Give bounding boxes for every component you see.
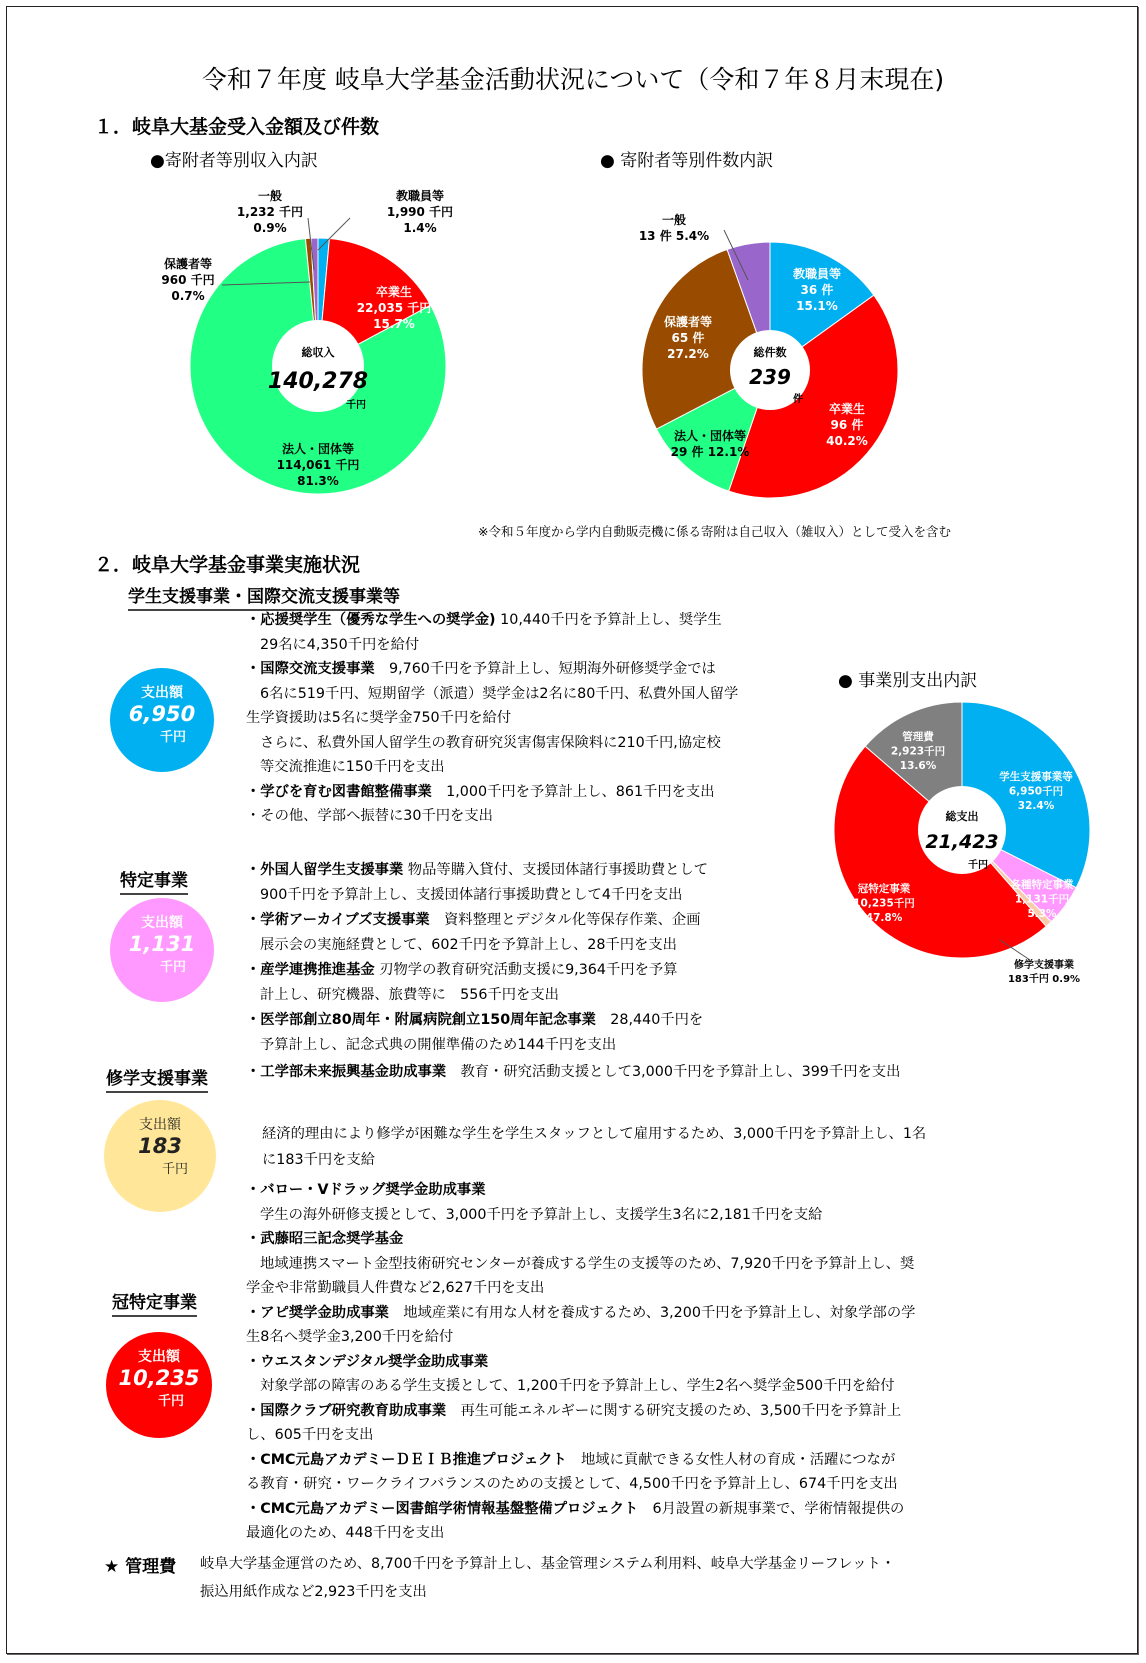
detail-line-text: 学金や非常勤職員人件費など2,627千円を支出 <box>246 1280 545 1296</box>
admin-line: 岐阜大学基金運営のため、8,700千円を予算計上し、基金管理システム利用料、岐阜大学基金リーフレット・ <box>200 1556 896 1572</box>
detail-line <box>260 755 445 779</box>
circle-value: 1,131 <box>128 932 196 956</box>
detail-line-text: 29名に4,350千円を給付 <box>260 636 420 653</box>
slice-label: 5.3% <box>1027 908 1057 920</box>
slice-label: 冠特定事業 <box>857 883 911 895</box>
detail-line-text: し、605千円を支出 <box>246 1427 374 1443</box>
slice-label: 65 件 <box>671 331 705 345</box>
slice-label: 1,131千円 <box>1014 893 1070 906</box>
detail-line-text: 再生可能エネルギーに関する研究支援のため、3,500千円を予算計上 <box>446 1402 902 1419</box>
detail-line-text: 刃物学の教育研究活動支援に9,364千円を予算 <box>374 962 678 978</box>
circle-value: 6,950 <box>128 702 196 726</box>
detail-line-text: 生学資援助は5名に奨学金750千円を給付 <box>246 710 512 726</box>
detail-line <box>246 1008 703 1032</box>
detail-line-text: さらに、私費外国人留学生の教育研究災害傷害保険料に210千円,協定校 <box>260 734 721 751</box>
detail-line <box>246 1521 444 1545</box>
detail-line-title: ・応援奨学生（優秀な学生への奨学金) <box>246 612 496 628</box>
detail-line-title: ・工学部未来振興基金助成事業 <box>246 1064 447 1080</box>
detail-line <box>246 657 716 681</box>
detail-line <box>262 1122 926 1146</box>
slice-label: 13.6% <box>899 760 937 772</box>
slice-label: 32.4% <box>1017 800 1055 812</box>
detail-line-title: ・ウエスタンデジタル奨学金助成事業 <box>246 1353 489 1370</box>
circle-label: 支出額 <box>141 685 183 701</box>
detail-line-title: ・学びを育む図書館整備事業 <box>246 783 432 800</box>
slice-label: 1,232 千円 <box>236 205 304 219</box>
donut-hole <box>918 786 1006 874</box>
center-value: 21,423 <box>925 831 999 853</box>
count-chart-title: ● 寄附者等別件数内訳 <box>600 151 774 171</box>
center-unit: 千円 <box>346 400 366 411</box>
detail-line-text: 予算計上し、記念式典の開催準備のため144千円を支出 <box>260 1037 617 1053</box>
detail-line-text: 地域産業に有用な人材を養成するため、3,200千円を予算計上し、対象学部の学 <box>388 1304 916 1321</box>
detail-line <box>260 633 419 657</box>
center-unit: 千円 <box>968 860 988 871</box>
star-icon: ★ <box>104 1557 120 1577</box>
detail-line <box>246 1399 901 1423</box>
footnote: ※令和５年度から学内自動販売機に係る寄附は自己収入（雑収入）として受入を含む <box>478 524 951 539</box>
detail-line-text: ・その他、学部へ振替に30千円を支出 <box>246 808 493 824</box>
specific-expense-circle <box>110 898 214 1002</box>
slice-label: 15.1% <box>796 299 838 313</box>
detail-line <box>262 1148 375 1172</box>
detail-line <box>260 731 721 755</box>
section1-heading: １．岐阜大基金受入金額及び件数 <box>94 116 380 138</box>
center-label: 総件数 <box>753 346 787 359</box>
detail-line <box>260 933 677 957</box>
detail-line-text: 生8名へ奨学金3,200千円を給付 <box>246 1329 454 1345</box>
crown-expense-circle <box>106 1332 212 1438</box>
detail-line-text: 展示会の実施経費として、602千円を予算計上し、28千円を支出 <box>260 937 677 953</box>
detail-line-title: ・外国人留学生支援事業 <box>246 862 404 878</box>
detail-line <box>246 780 715 804</box>
slice-label: 96 件 <box>830 418 864 432</box>
circle-label: 支出額 <box>138 1349 180 1365</box>
center-unit: 件 <box>793 394 803 405</box>
slice-label: 修学支援事業 <box>1014 960 1074 971</box>
slice-label: 1,990 千円 <box>386 205 454 219</box>
slice-label: 卒業生 <box>375 285 413 299</box>
detail-line <box>246 1448 895 1472</box>
slice-label: 0.9% <box>253 221 287 235</box>
detail-line-text: 経済的理由により修学が困難な学生を学生スタッフとして雇用するため、3,000千円を予算計上し、1名 <box>262 1126 927 1142</box>
detail-line <box>246 1227 403 1251</box>
detail-line-text: 資料整理とデジタル化等保存作業、企画 <box>429 912 701 928</box>
circle-value: 183 <box>138 1134 182 1158</box>
slice-label: 保護者等 <box>163 257 213 271</box>
detail-line <box>260 682 738 706</box>
detail-line-text: 物品等購入貸付、支援団体諸行事援助費として <box>403 862 709 878</box>
category-heading-crown: 冠特定事業 <box>112 1288 197 1317</box>
detail-line-text: 教育・研究活動支援として3,000千円を予算計上し、399千円を支出 <box>446 1064 901 1080</box>
page-title: 令和７年度 岐阜大学基金活動状況について（令和７年８月末現在) <box>201 65 945 94</box>
slice-label: 0.7% <box>171 289 205 303</box>
detail-line-text: る教育・研究・ワークライフバランスのための支援として、4,500千円を予算計上し、674千円を支出 <box>246 1476 898 1492</box>
detail-line <box>246 1178 486 1202</box>
detail-line <box>246 1472 898 1496</box>
admin-label: 管理費 <box>125 1557 177 1577</box>
detail-line-text: 地域に貢献できる女性人材の育成・活躍につなが <box>566 1451 896 1468</box>
center-label: 総収入 <box>301 346 335 359</box>
slice-label: 一般 <box>257 189 283 203</box>
detail-line <box>246 1060 900 1084</box>
detail-line <box>260 1033 616 1057</box>
detail-line <box>260 1203 822 1227</box>
admin-heading <box>104 1552 176 1577</box>
detail-line-text: 6名に519千円、短期留学（派遣）奨学金は2名に80千円、私費外国人留学 <box>260 685 739 702</box>
detail-line-text: 10,440千円を予算計上し、奨学生 <box>495 612 722 628</box>
slice-label: 法人・団体等 <box>281 442 355 456</box>
detail-line <box>246 1350 488 1374</box>
slice-label: 6,950千円 <box>1008 785 1064 798</box>
detail-line-title: ・医学部創立80周年・附属病院創立150周年記念事業 <box>246 1012 596 1028</box>
slice-label: 管理費 <box>902 731 934 743</box>
detail-line-text: に183千円を支給 <box>262 1152 376 1168</box>
detail-line <box>260 983 559 1007</box>
slice-label: 各種特定事業 <box>1010 879 1074 891</box>
study-expense-circle <box>104 1100 216 1212</box>
detail-line <box>246 706 511 730</box>
slice-label: 47.8% <box>865 912 903 924</box>
detail-line <box>246 908 701 932</box>
detail-line-text: 学生の海外研修支援として、3,000千円を予算計上し、支援学生3名に2,181千円を支給 <box>260 1206 823 1223</box>
slice-label: 卒業生 <box>828 402 866 416</box>
income-chart-title: ●寄附者等別収入内訳 <box>150 151 318 171</box>
slice-label: 一般 <box>661 213 687 227</box>
detail-line-text: 最適化のため、448千円を支出 <box>246 1525 445 1541</box>
slice-label: 13 件 5.4% <box>638 229 710 243</box>
slice-label: 40.2% <box>826 434 868 448</box>
detail-line-title: ・学術アーカイブズ支援事業 <box>246 912 430 928</box>
detail-line-text: 900千円を予算計上し、支援団体諸行事援助費として4千円を支出 <box>260 887 683 903</box>
slice-label: 81.3% <box>297 474 339 488</box>
slice-label: 960 千円 <box>161 273 215 287</box>
detail-line-text: 計上し、研究機器、旅費等に 556千円を支出 <box>260 987 559 1003</box>
circle-label: 支出額 <box>139 1117 181 1133</box>
slice-label: 保護者等 <box>663 315 713 329</box>
slice-label: 法人・団体等 <box>673 429 747 443</box>
detail-line <box>246 1325 453 1349</box>
admin-line: 振込用紙作成など2,923千円を支出 <box>200 1584 427 1600</box>
detail-line <box>246 804 493 828</box>
detail-line <box>246 608 722 632</box>
detail-line-title: ・バロー・Vドラッグ奨学金助成事業 <box>246 1182 486 1198</box>
slice-label: 教職員等 <box>792 267 842 281</box>
detail-line <box>260 883 682 907</box>
circle-unit: 千円 <box>161 1162 188 1177</box>
slice-label: 10,235千円 <box>853 897 915 910</box>
detail-line <box>246 858 708 882</box>
center-label: 総支出 <box>945 810 979 823</box>
detail-line-text: 対象学部の障害のある学生支援として、1,200千円を予算計上し、学生2名へ奨学金500千円を給付 <box>260 1378 895 1394</box>
circle-value: 10,235 <box>118 1366 200 1390</box>
slice-label: 15.7% <box>373 317 415 331</box>
detail-line <box>246 1423 373 1447</box>
circle-unit: 千円 <box>157 1394 184 1409</box>
slice-label: 22,035 千円 <box>356 301 432 315</box>
detail-line-title: ・アピ奨学金助成事業 <box>246 1304 389 1321</box>
center-value: 239 <box>749 365 791 389</box>
section2-heading: ２．岐阜大学基金事業実施状況 <box>94 554 361 576</box>
center-value: 140,278 <box>267 369 369 394</box>
slice-label: 1.4% <box>403 221 437 235</box>
detail-line-title: ・CMC元島アカデミー図書館学術情報基盤整備プロジェクト <box>246 1500 639 1517</box>
detail-line-text: 地域連携スマート金型技術研究センターが養成する学生の支援等のため、7,920千円を予算計上し、奨 <box>260 1255 915 1272</box>
student-expense-circle <box>110 668 214 772</box>
circle-unit: 千円 <box>159 960 186 975</box>
detail-line-title: ・国際クラブ研究教育助成事業 <box>246 1402 447 1419</box>
detail-line <box>246 1497 904 1521</box>
detail-line-title: ・CMC元島アカデミーＤＥＩＢ推進プロジェクト <box>246 1451 567 1468</box>
detail-line-text: 6月設置の新規事業で、学術情報提供の <box>638 1500 905 1517</box>
slice-label: 2,923千円 <box>890 745 946 758</box>
detail-line <box>246 1301 915 1325</box>
detail-line-text: 等交流推進に150千円を支出 <box>260 759 445 775</box>
slice-label: 36 件 <box>800 283 834 297</box>
detail-line <box>260 1374 895 1398</box>
detail-line-text: 9,760千円を予算計上し、短期海外研修奨学金では <box>374 661 716 677</box>
detail-line-text: 1,000千円を予算計上し、861千円を支出 <box>431 783 715 800</box>
slice-label: 29 件 12.1% <box>670 445 750 459</box>
category-heading-student: 学生支援事業・国際交流支援事業等 <box>128 582 400 611</box>
detail-line-title: ・国際交流支援事業 <box>246 661 375 677</box>
expense-chart-title: ● 事業別支出内訳 <box>838 671 978 691</box>
detail-line <box>246 1276 544 1300</box>
detail-line-text: 28,440千円を <box>595 1012 704 1028</box>
slice-label: 教職員等 <box>395 189 445 203</box>
detail-line <box>260 1252 914 1276</box>
category-heading-specific: 特定事業 <box>120 866 188 895</box>
slice-label: 183千円 0.9% <box>1007 974 1081 985</box>
detail-line-title: ・武藤昭三記念奨学基金 <box>246 1231 404 1247</box>
circle-unit: 千円 <box>159 730 186 745</box>
slice-label: 学生支援事業等 <box>999 771 1073 783</box>
slice-label: 27.2% <box>667 347 709 361</box>
category-heading-study: 修学支援事業 <box>106 1064 208 1093</box>
detail-line-title: ・産学連携推進基金 <box>246 962 375 978</box>
slice-label: 114,061 千円 <box>276 458 360 472</box>
circle-label: 支出額 <box>141 915 183 931</box>
detail-line <box>246 958 678 982</box>
